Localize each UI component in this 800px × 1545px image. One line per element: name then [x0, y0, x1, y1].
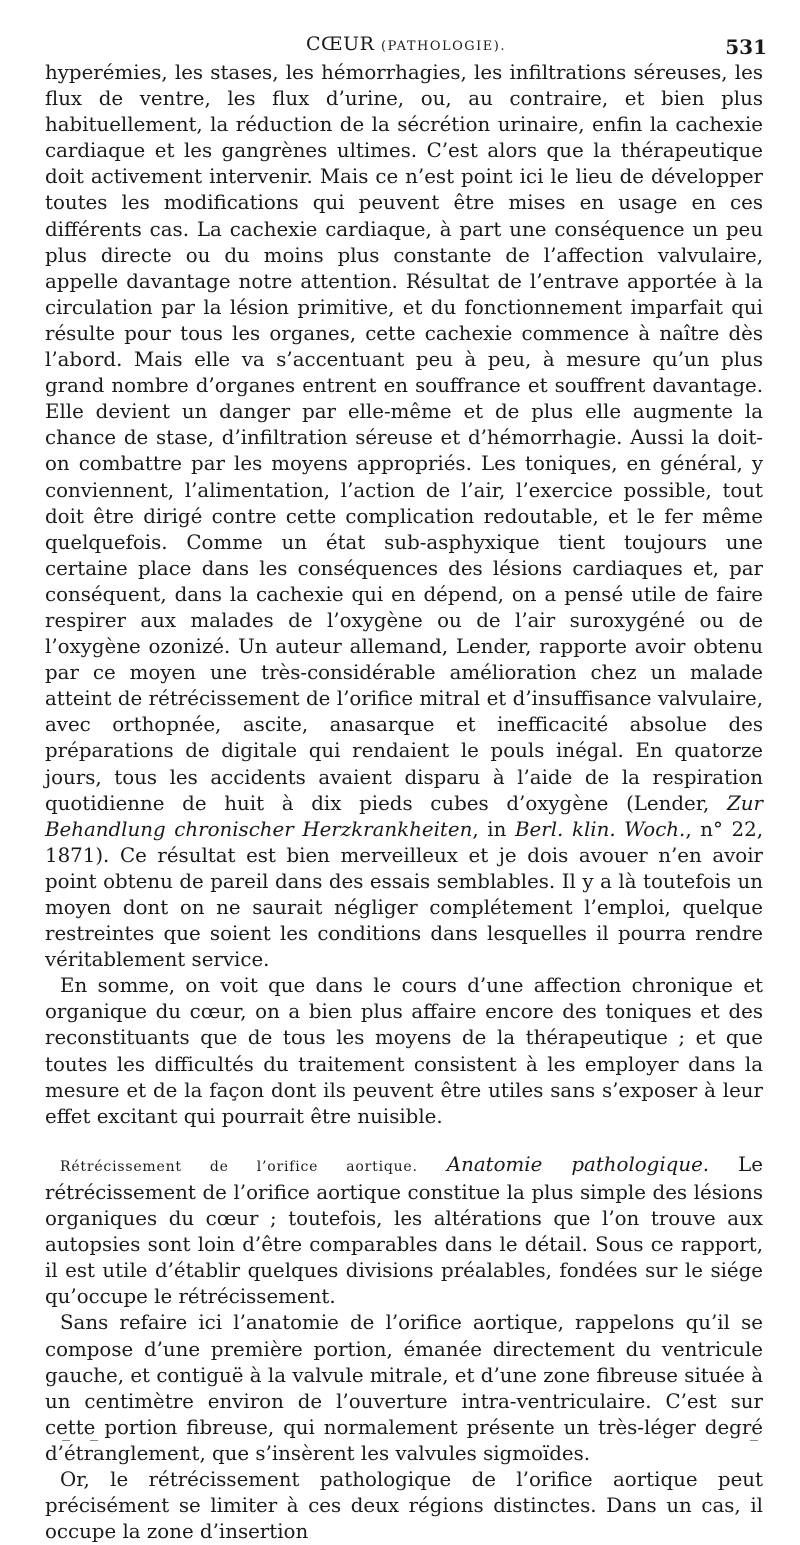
section-subheading: Anatomie pathologique. — [446, 1152, 710, 1176]
footer-dash — [62, 1440, 70, 1441]
running-title — [45, 33, 767, 55]
paragraph-5-text: Or, le rétrécissement pathologique de l’orifice aortique peut précisément se limiter à ces deux régions distinctes. Dans un cas, il occupe la zone d’insertion — [45, 1467, 763, 1544]
running-title-sub: (PATHOLOGIE). — [381, 39, 506, 54]
paragraph-1-tail: , n° 22, 1871). Ce résultat est bien merveilleux et je dois avouer n’en avoir point obtenu de pareil dans des essais semblables. Il y a là toutefois un moyen dont on ne saurait négliger complétement l’emploi, quelque restreintes que soient les conditions dans lesquelles il pourra rendre véritablement service. — [45, 817, 764, 972]
citation-journal: Berl. klin. Woch. — [515, 817, 686, 841]
page-header — [45, 33, 767, 59]
body-text — [45, 60, 763, 1545]
paragraph-5 — [45, 1467, 763, 1545]
citation-title: Zur Behandlung chronischer Herzkrankheiten — [45, 791, 763, 841]
footer-dash — [750, 1440, 758, 1441]
citation-connector: , in — [472, 817, 507, 841]
paragraph-1-text: hyperémies, les stases, les hémorrhagies, les infiltrations séreuses, les flux de ventre, les flux d’urine, ou, au contraire, et bien plus habituellement, la réduction de la sécrétion urinaire, enfin la cachexie cardiaque et les gangrènes ultimes. C’est alors que la thérapeutique doit activement intervenir. Mais ce n’est point ici le lieu de développer toutes les modifications qui peuvent être mises en usage en ces différents cas. La cachexie cardiaque, à part une conséquence un peu plus directe ou du moins plus constante de l’affection valvulaire, appelle davantage notre attention. Résultat de l’entrave apportée à la circulation par la lésion primitive, et du fonctionnement imparfait qui résulte pour tous les organes, cette cachexie commence à naître dès l’abord. Mais elle va s’accentuant peu à peu, à mesure qu’un plus grand nombre d’organes entrent en souffrance et souffrent davantage. Elle devient un danger par elle-même et de plus elle augmente la chance de stase, d’infiltration séreuse et d’hémorrhagie. Aussi la doit-on combattre par les moyens appropriés. Les toniques, en général, y conviennent, l’alimentation, l’action de l’air, l’exercice possible, tout doit être dirigé contre cette complication redoutable, et le fer même quelquefois. Comme un état sub-asphyxique tient toujours une certaine place dans les conséquences des lésions cardiaques et, par conséquent, dans la cachexie qui en dépend, on a pensé utile de faire respirer aux malades de l’oxygène ou de l’air suroxygéné ou de l’oxygène ozonizé. Un auteur allemand, Lender, rapporte avoir obtenu par ce moyen une très-considérable amélioration chez un malade atteint de rétrécissement de l’orifice mitral et d’insuffisance valvulaire, avec orthopnée, ascite, anasarque et inefficacité absolue des préparations de digitale qui rendaient le pouls inégal. En quatorze jours, tous les accidents avaient disparu à l’aide de la respiration quotidienne de huit à dix pieds cubes d’oxygène (Lender, — [45, 61, 763, 815]
footer-dash — [90, 1440, 98, 1441]
page-number: 531 — [725, 35, 767, 59]
running-title-main: CŒUR — [306, 33, 375, 55]
paragraph-2 — [45, 973, 763, 1130]
paragraph-4-text: Sans refaire ici l’anatomie de l’orifice aortique, rappelons qu’il se compose d’une première portion, émanée directement du ventricule gauche, et contiguë à la valvule mitrale, et d’une zone fibreuse située à un centimètre environ de l’ouverture intra-ventriculaire. C’est sur cette portion fibreuse, qui normalement présente un très-léger degré d’étranglement, que s’insèrent les valvules sigmoïdes. — [45, 1311, 763, 1465]
paragraph-1 — [45, 60, 763, 973]
section-heading: Rétrécissement de l’orifice aortique. — [60, 1158, 418, 1175]
section-gap — [45, 1130, 763, 1152]
paragraph-3-text: Le rétrécissement de l’orifice aortique constitue la plus simple des lésions organiques du cœur ; toutefois, les altérations que l’on trouve aux autopsies sont loin d’être comparables dans le détail. Sous ce rapport, il est utile d’établir quelques divisions préalables, fondées sur le siége qu’occupe le rétrécissement. — [45, 1152, 763, 1309]
footer-marks — [60, 1438, 760, 1444]
paragraph-3 — [45, 1152, 763, 1311]
paragraph-2-text: En somme, on voit que dans le cours d’une affection chronique et organique du cœur, on a bien plus affaire encore des toniques et des reconstituants que de tous les moyens de la thérapeutique ; et que toutes les difficultés du traitement consistent à les employer dans la mesure et de la façon dont ils peuvent être utiles sans s’exposer à leur effet excitant qui pourrait être nuisible. — [45, 974, 763, 1128]
